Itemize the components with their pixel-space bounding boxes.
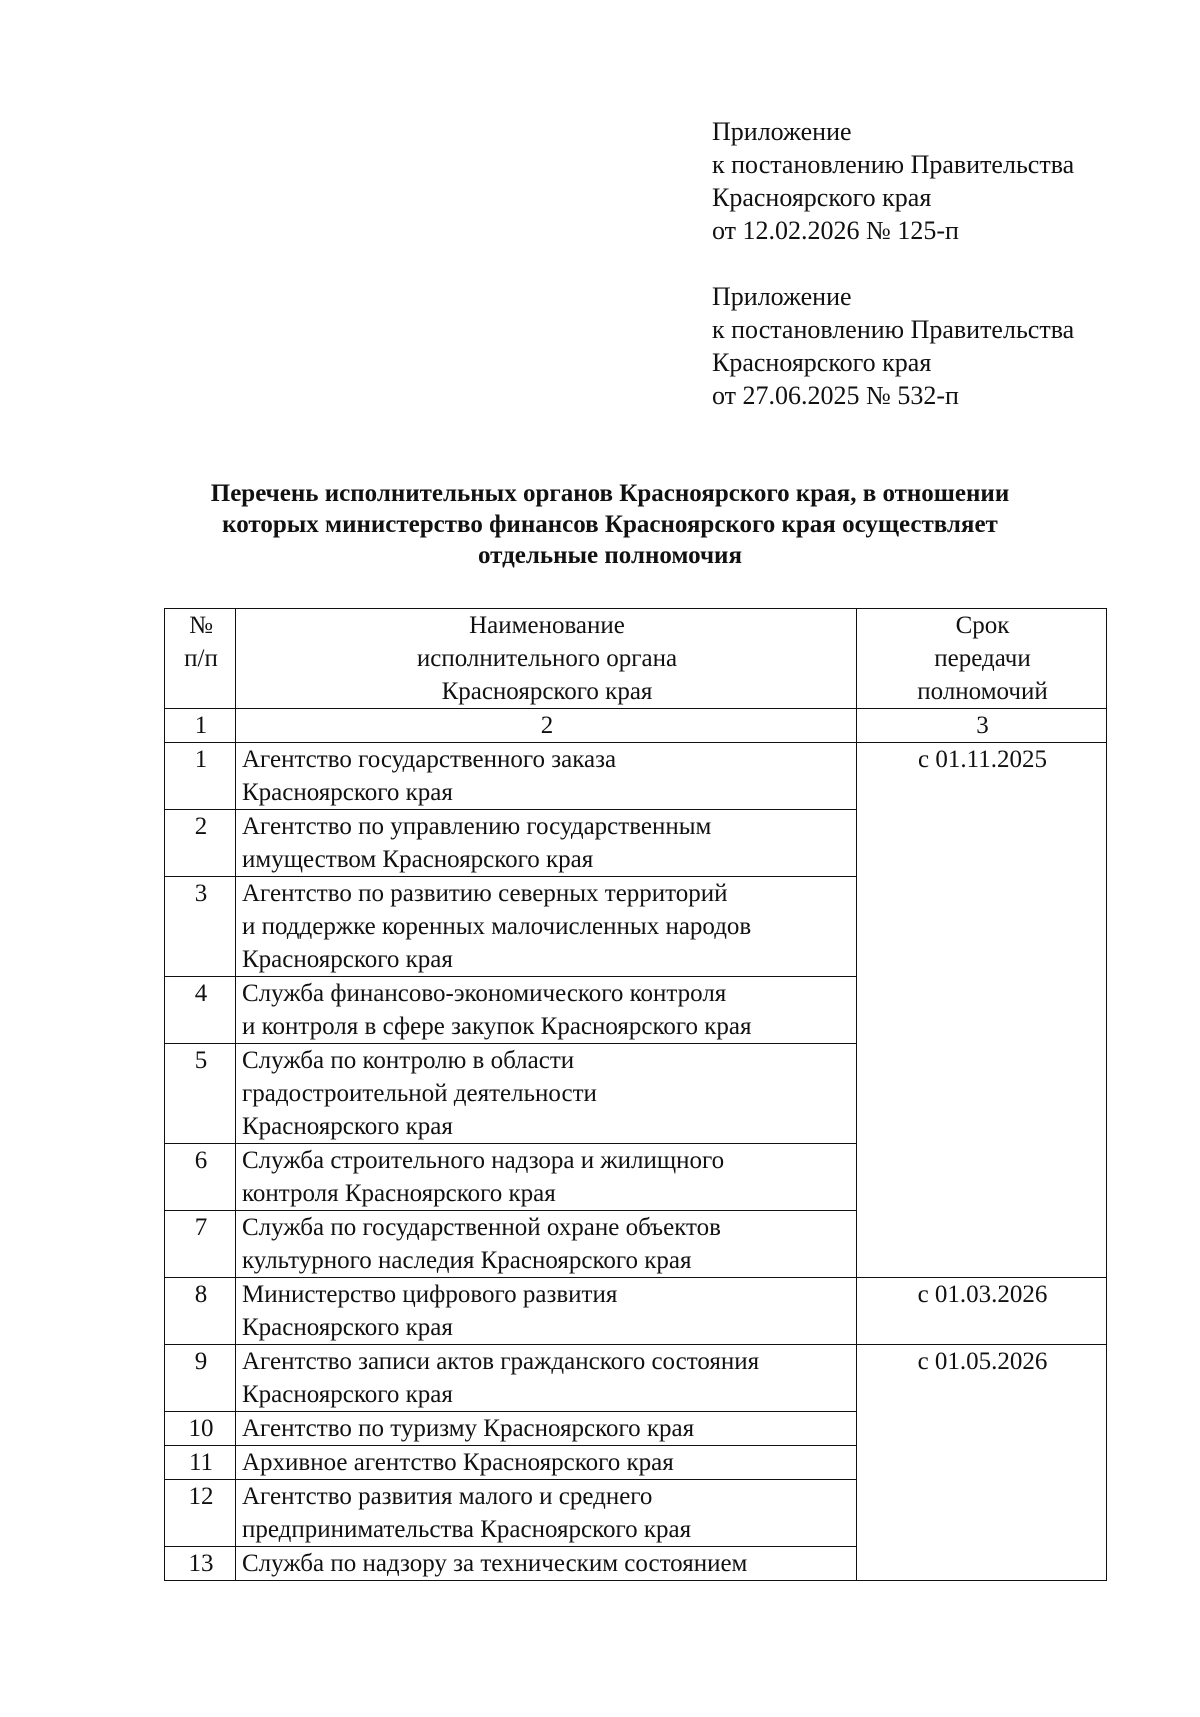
row-name xyxy=(236,1412,857,1446)
row-name xyxy=(236,877,857,977)
title-line: Перечень исполнительных органов Красноярского края, в отношении xyxy=(210,480,1010,507)
row-name xyxy=(236,1144,857,1211)
transfer-date-cell: с 01.11.2025 xyxy=(857,743,1107,1278)
row-name xyxy=(236,1044,857,1144)
appendix-line: Приложение xyxy=(712,282,852,311)
row-number: 6 xyxy=(165,1144,236,1211)
row-number: 12 xyxy=(165,1480,236,1547)
transfer-date-cell: с 01.05.2026 xyxy=(857,1345,1107,1581)
appendix-line: к постановлению Правительства xyxy=(712,315,1075,344)
name-line: Служба по государственной охране объектов xyxy=(242,1214,721,1241)
header-line: № xyxy=(189,612,213,639)
row-name xyxy=(236,810,857,877)
row-number: 10 xyxy=(165,1412,236,1446)
name-line: Агентство записи актов гражданского состояния xyxy=(242,1348,760,1375)
name-line: Служба финансово-экономического контроля xyxy=(242,980,727,1007)
name-line: Красноярского края xyxy=(242,946,453,973)
header-line: Красноярского края xyxy=(441,678,653,705)
name-line: культурного наследия Красноярского края xyxy=(242,1247,692,1274)
row-number: 4 xyxy=(165,977,236,1044)
row-name xyxy=(236,977,857,1044)
name-line: Красноярского края xyxy=(242,1314,453,1341)
row-name xyxy=(236,1547,857,1581)
row-number: 9 xyxy=(165,1345,236,1412)
appendix-line: к постановлению Правительства xyxy=(712,150,1075,179)
name-line: градостроительной деятельности xyxy=(242,1080,597,1107)
appendix-block-current xyxy=(712,115,1074,247)
column-number-cell: 2 xyxy=(236,709,857,743)
appendix-line: Красноярского края xyxy=(712,183,932,212)
row-name xyxy=(236,1345,857,1412)
column-number-cell: 1 xyxy=(165,709,236,743)
name-line: Агентство развития малого и среднего xyxy=(242,1483,653,1510)
name-line: и контроля в сфере закупок Красноярского края xyxy=(242,1013,752,1040)
name-line: Красноярского края xyxy=(242,779,453,806)
appendix-line: от 27.06.2025 № 532-п xyxy=(712,381,959,410)
name-line: Служба по контролю в области xyxy=(242,1047,575,1074)
row-number: 13 xyxy=(165,1547,236,1581)
row-number: 7 xyxy=(165,1211,236,1278)
transfer-date-cell: с 01.03.2026 xyxy=(857,1278,1107,1345)
name-line: Агентство по туризму Красноярского края xyxy=(242,1415,695,1442)
table-row xyxy=(165,1278,1107,1345)
name-line: Агентство по развитию северных территорий xyxy=(242,880,728,907)
title-line: отдельные полномочия xyxy=(478,542,742,569)
name-line: Служба строительного надзора и жилищного xyxy=(242,1147,725,1174)
row-number: 3 xyxy=(165,877,236,977)
title-line: которых министерство финансов Красноярского края осуществляет xyxy=(222,511,998,538)
name-line: контроля Красноярского края xyxy=(242,1180,556,1207)
table-row xyxy=(165,743,1107,810)
name-line: Красноярского края xyxy=(242,1381,453,1408)
name-line: и поддержке коренных малочисленных народов xyxy=(242,913,752,940)
appendix-line: Приложение xyxy=(712,117,852,146)
header-line: исполнительного органа xyxy=(416,645,678,672)
header-date-cell xyxy=(857,609,1107,709)
name-line: Красноярского края xyxy=(242,1113,453,1140)
row-number: 5 xyxy=(165,1044,236,1144)
name-line: Агентство государственного заказа xyxy=(242,746,617,773)
row-number: 2 xyxy=(165,810,236,877)
row-number: 1 xyxy=(165,743,236,810)
appendix-block-previous xyxy=(712,280,1074,412)
header-line: Наименование xyxy=(469,612,625,639)
name-line: Агентство по управлению государственным xyxy=(242,813,712,840)
header-line: Срок xyxy=(955,612,1010,639)
row-name xyxy=(236,743,857,810)
row-name xyxy=(236,1480,857,1547)
appendix-line: Красноярского края xyxy=(712,348,932,377)
header-line: передачи xyxy=(934,645,1031,672)
header-line: п/п xyxy=(184,645,218,672)
name-line: Архивное агентство Красноярского края xyxy=(242,1449,674,1476)
row-name xyxy=(236,1211,857,1278)
name-line: предпринимательства Красноярского края xyxy=(242,1516,692,1543)
row-name xyxy=(236,1278,857,1345)
executive-bodies-table xyxy=(164,608,1107,1581)
row-name xyxy=(236,1446,857,1480)
header-line: полномочий xyxy=(917,678,1048,705)
document-title xyxy=(150,478,1070,571)
row-number: 8 xyxy=(165,1278,236,1345)
name-line: имуществом Красноярского края xyxy=(242,846,594,873)
appendix-line: от 12.02.2026 № 125-п xyxy=(712,216,959,245)
header-name-cell xyxy=(236,609,857,709)
column-number-cell: 3 xyxy=(857,709,1107,743)
row-number: 11 xyxy=(165,1446,236,1480)
header-num-cell xyxy=(165,609,236,709)
name-line: Министерство цифрового развития xyxy=(242,1281,618,1308)
table-header-row xyxy=(165,609,1107,709)
table-row xyxy=(165,1345,1107,1412)
column-number-row xyxy=(165,709,1107,743)
name-line: Служба по надзору за техническим состоянием xyxy=(242,1550,748,1577)
